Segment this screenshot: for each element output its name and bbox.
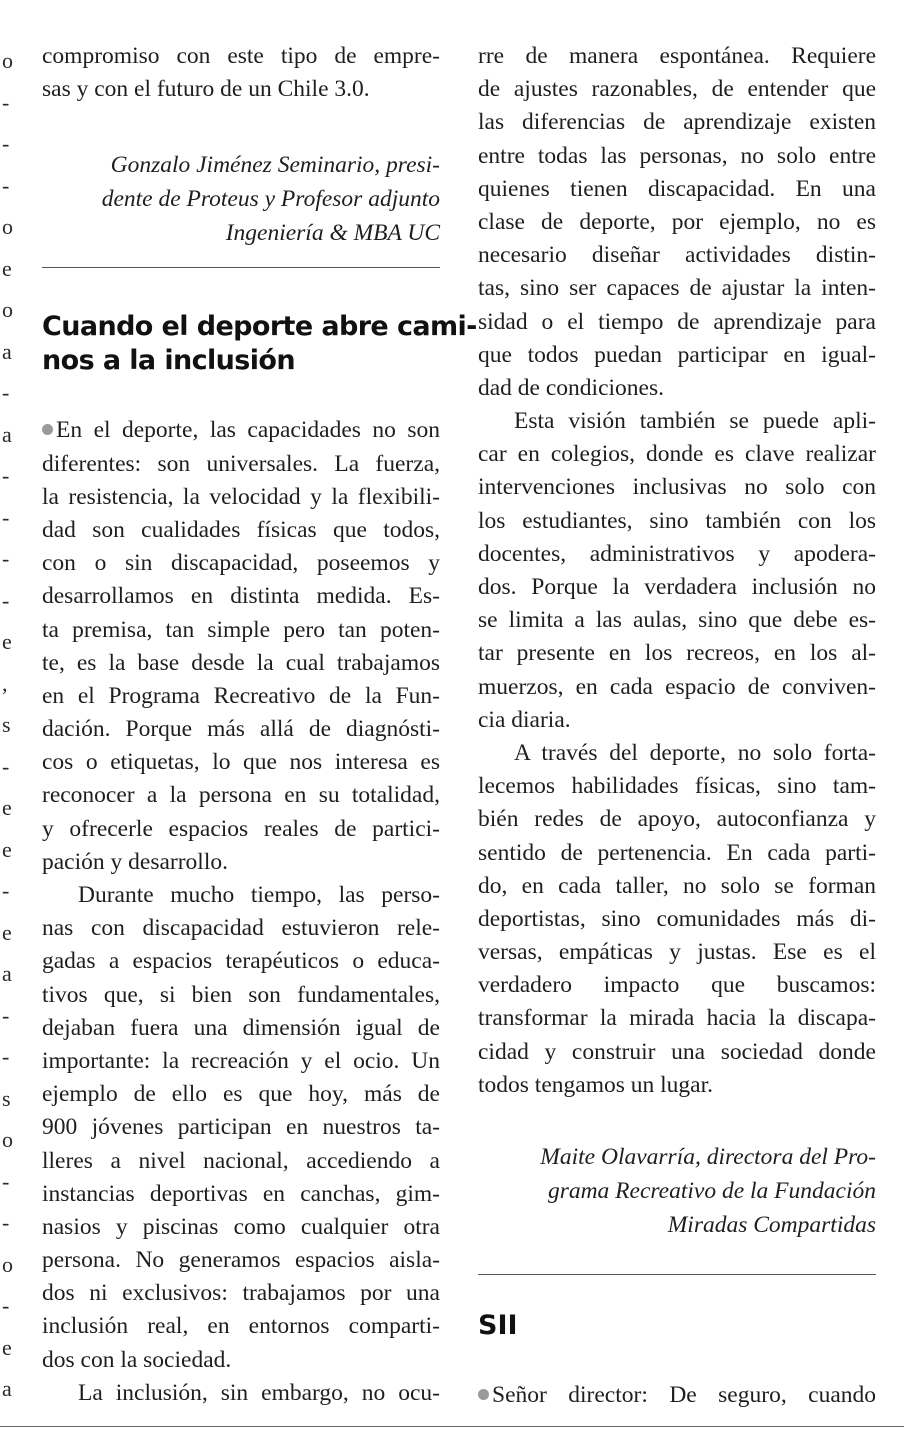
bullet-icon	[42, 424, 53, 435]
letter-signature	[42, 148, 440, 250]
section-label: SII	[478, 1310, 518, 1341]
text-line: con o sin discapacidad, poseemos y	[42, 550, 440, 577]
text-line: deportistas, sino comunidades más di-	[478, 905, 876, 932]
article-headline	[42, 310, 477, 378]
signature-line: Maite Olavarría, directora del Pro-	[540, 1144, 876, 1170]
edge-fragment: o	[2, 214, 13, 239]
text-line: pación y desarrollo.	[42, 848, 228, 875]
edge-fragment: e	[2, 1334, 12, 1360]
text-line: sas y con el futuro de un Chile 3.0.	[42, 76, 370, 103]
text-line: y ofrecerle espacios reales de partici-	[42, 815, 440, 842]
text-line: lecemos habilidades físicas, sino tam-	[478, 773, 876, 800]
headline-line: Cuando el deporte abre cami-	[42, 311, 477, 343]
edge-fragment: e	[2, 629, 12, 654]
text-line: dad de condiciones.	[478, 374, 664, 401]
text-line: Señor director: De seguro, cuando	[478, 1379, 876, 1412]
paragraph-4	[478, 405, 876, 737]
edge-fragment: -	[2, 89, 10, 115]
edge-fragment: -	[2, 1168, 10, 1194]
text-line: muerzos, en cada espacio de conviven-	[478, 673, 876, 700]
edge-fragment: a	[2, 421, 12, 447]
page-bottom-rule	[0, 1426, 904, 1427]
text-line: compromiso con este tipo de empre-	[42, 43, 440, 69]
text-line: dad son cualidades físicas que todos,	[42, 516, 440, 543]
text-line: de ajustes razonables, de entender que	[478, 76, 876, 103]
text-line: Esta visión también se puede apli-	[514, 408, 876, 435]
text-line: tivos que, si bien son fundamentales,	[42, 981, 440, 1008]
text-line: car en colegios, donde es clave realizar	[478, 441, 876, 468]
edge-fragment: a	[2, 338, 12, 364]
text-line: En el deporte, las capacidades no son	[42, 414, 440, 447]
right-column	[478, 40, 876, 1412]
edge-fragment: -	[2, 1210, 10, 1235]
text-line: nasios y piscinas como cualquier otra	[42, 1213, 440, 1240]
text-line: nas con discapacidad estuvieron rele-	[42, 915, 440, 942]
text-line: se limita a las aulas, sino que debe es-	[478, 607, 876, 634]
text-line: rre de manera espontánea. Requiere	[478, 43, 876, 69]
headline-line: nos a la inclusión	[42, 345, 295, 377]
text-line: intervenciones inclusivas no solo con	[478, 474, 876, 501]
edge-fragment: s	[2, 1085, 11, 1111]
edge-fragment: -	[2, 463, 10, 488]
paragraph-5	[478, 737, 876, 1102]
edge-fragment: o	[2, 1127, 13, 1152]
text-line: persona. No generamos espacios aisla-	[42, 1247, 440, 1274]
paragraph-3-continued	[478, 40, 876, 405]
text-line: cos o etiquetas, lo que nos interesa es	[42, 749, 440, 776]
text-line: sentido de pertenencia. En cada parti-	[478, 839, 876, 866]
text-line: reconocer a la persona en su totalidad,	[42, 782, 440, 809]
text-line: tar presente en los recreos, en los al-	[478, 640, 876, 667]
text-line: necesario diseñar actividades distin-	[478, 242, 876, 269]
edge-fragment: a	[2, 961, 12, 986]
text-line: quienes tienen discapacidad. En una	[478, 175, 876, 202]
text-line: clase de deporte, por ejemplo, no es	[478, 208, 876, 235]
text-line: versas, empáticas y justas. Ese es el	[478, 939, 876, 966]
text-line: dos ni exclusivos: trabajamos por una	[42, 1280, 440, 1307]
text-line: instancias deportivas en canchas, gim-	[42, 1180, 440, 1207]
text-line: dejaban fuera una dimensión igual de	[42, 1014, 440, 1041]
edge-fragment: -	[2, 1293, 10, 1318]
text-line: La inclusión, sin embargo, no ocu-	[78, 1379, 440, 1406]
previous-column-edge	[0, 40, 14, 1400]
text-line: do, en cada taller, no solo se forman	[478, 872, 876, 899]
text-line: ta premisa, tan simple pero tan poten-	[42, 616, 440, 643]
text-line: todos tengamos un lugar.	[478, 1071, 713, 1098]
edge-fragment: -	[2, 1002, 10, 1028]
edge-fragment: ,	[2, 670, 8, 696]
edge-fragment: o	[2, 48, 13, 73]
text-line: gadas a espacios terapéuticos o educa-	[42, 948, 440, 975]
text-line: lleres a nivel nacional, accediendo a	[42, 1147, 440, 1174]
paragraph-3-start	[42, 1377, 440, 1410]
text-line: tas, sino ser capaces de ajustar la inten-	[478, 275, 876, 302]
text-line: bién redes de apoyo, autoconfianza y	[478, 806, 876, 833]
text-line: entre todas las personas, no solo entre	[478, 142, 876, 169]
text-line: dación. Porque más allá de diagnósti-	[42, 716, 440, 743]
text-line: dos con la sociedad.	[42, 1346, 232, 1373]
edge-fragment: -	[2, 587, 10, 613]
text-line: dos. Porque la verdadera inclusión no	[478, 574, 876, 600]
text-line: ejemplo de ello es que hoy, más de	[42, 1081, 440, 1108]
signature-line: Ingeniería & MBA UC	[225, 220, 440, 247]
edge-fragment: -	[2, 504, 10, 530]
text-line: cidad y construir una sociedad donde	[478, 1038, 876, 1065]
text-line: en el Programa Recreativo de la Fun-	[42, 682, 440, 709]
bullet-icon	[478, 1389, 489, 1400]
paragraph-2	[42, 879, 440, 1377]
text-line: Durante mucho tiempo, las perso-	[78, 882, 440, 908]
text-line: 900 jóvenes participan en nuestros ta-	[42, 1114, 440, 1141]
edge-fragment: -	[2, 172, 10, 198]
edge-fragment: -	[2, 878, 10, 903]
text-line: cia diaria.	[478, 706, 571, 733]
left-column	[42, 40, 477, 1410]
text-line: las diferencias de aprendizaje existen	[478, 109, 876, 136]
letter-ending-text	[42, 40, 440, 106]
article-signature	[478, 1140, 876, 1242]
next-letter-start	[478, 1379, 876, 1412]
edge-fragment: e	[2, 836, 12, 862]
signature-line: grama Recreativo de la Fundación	[547, 1178, 876, 1204]
text-line: sidad o el tiempo de aprendizaje para	[478, 308, 876, 335]
signature-line: Gonzalo Jiménez Seminario, presi-	[110, 152, 440, 179]
edge-fragment: -	[2, 1044, 10, 1069]
text-line: diferentes: son universales. La fuerza,	[42, 450, 440, 477]
edge-fragment: e	[2, 919, 12, 945]
edge-fragment: -	[2, 380, 10, 405]
text-line: desarrollamos en distinta medida. Es-	[42, 583, 440, 610]
text-line: que todos puedan participar en igual-	[478, 341, 876, 368]
text-line: A través del deporte, no solo forta-	[514, 739, 876, 766]
signature-line: Miradas Compartidas	[667, 1212, 876, 1238]
edge-fragment: e	[2, 255, 12, 281]
edge-fragment: e	[2, 795, 12, 820]
edge-fragment: o	[2, 1251, 13, 1277]
text-line: te, es la base desde la cual trabajamos	[42, 649, 440, 676]
edge-fragment: s	[2, 712, 11, 737]
text-line: transformar la mirada hacia la discapa-	[478, 1005, 876, 1032]
text-line: inclusión real, en entornos comparti-	[42, 1313, 440, 1340]
text-line: verdadero impacto que buscamos:	[478, 972, 876, 999]
text-line: importante: la recreación y el ocio. Un	[42, 1047, 440, 1074]
signature-line: dente de Proteus y Profesor adjunto	[101, 186, 440, 213]
edge-fragment: -	[2, 546, 10, 571]
text-line: los estudiantes, sino también con los	[478, 507, 876, 534]
edge-fragment: o	[2, 297, 13, 322]
text-line: la resistencia, la velocidad y la flexibili-	[42, 483, 440, 510]
paragraph-1	[42, 414, 440, 879]
text-line: docentes, administrativos y apodera-	[478, 540, 876, 567]
edge-fragment: -	[2, 753, 10, 779]
edge-fragment: -	[2, 131, 10, 156]
edge-fragment: a	[2, 1376, 12, 1401]
